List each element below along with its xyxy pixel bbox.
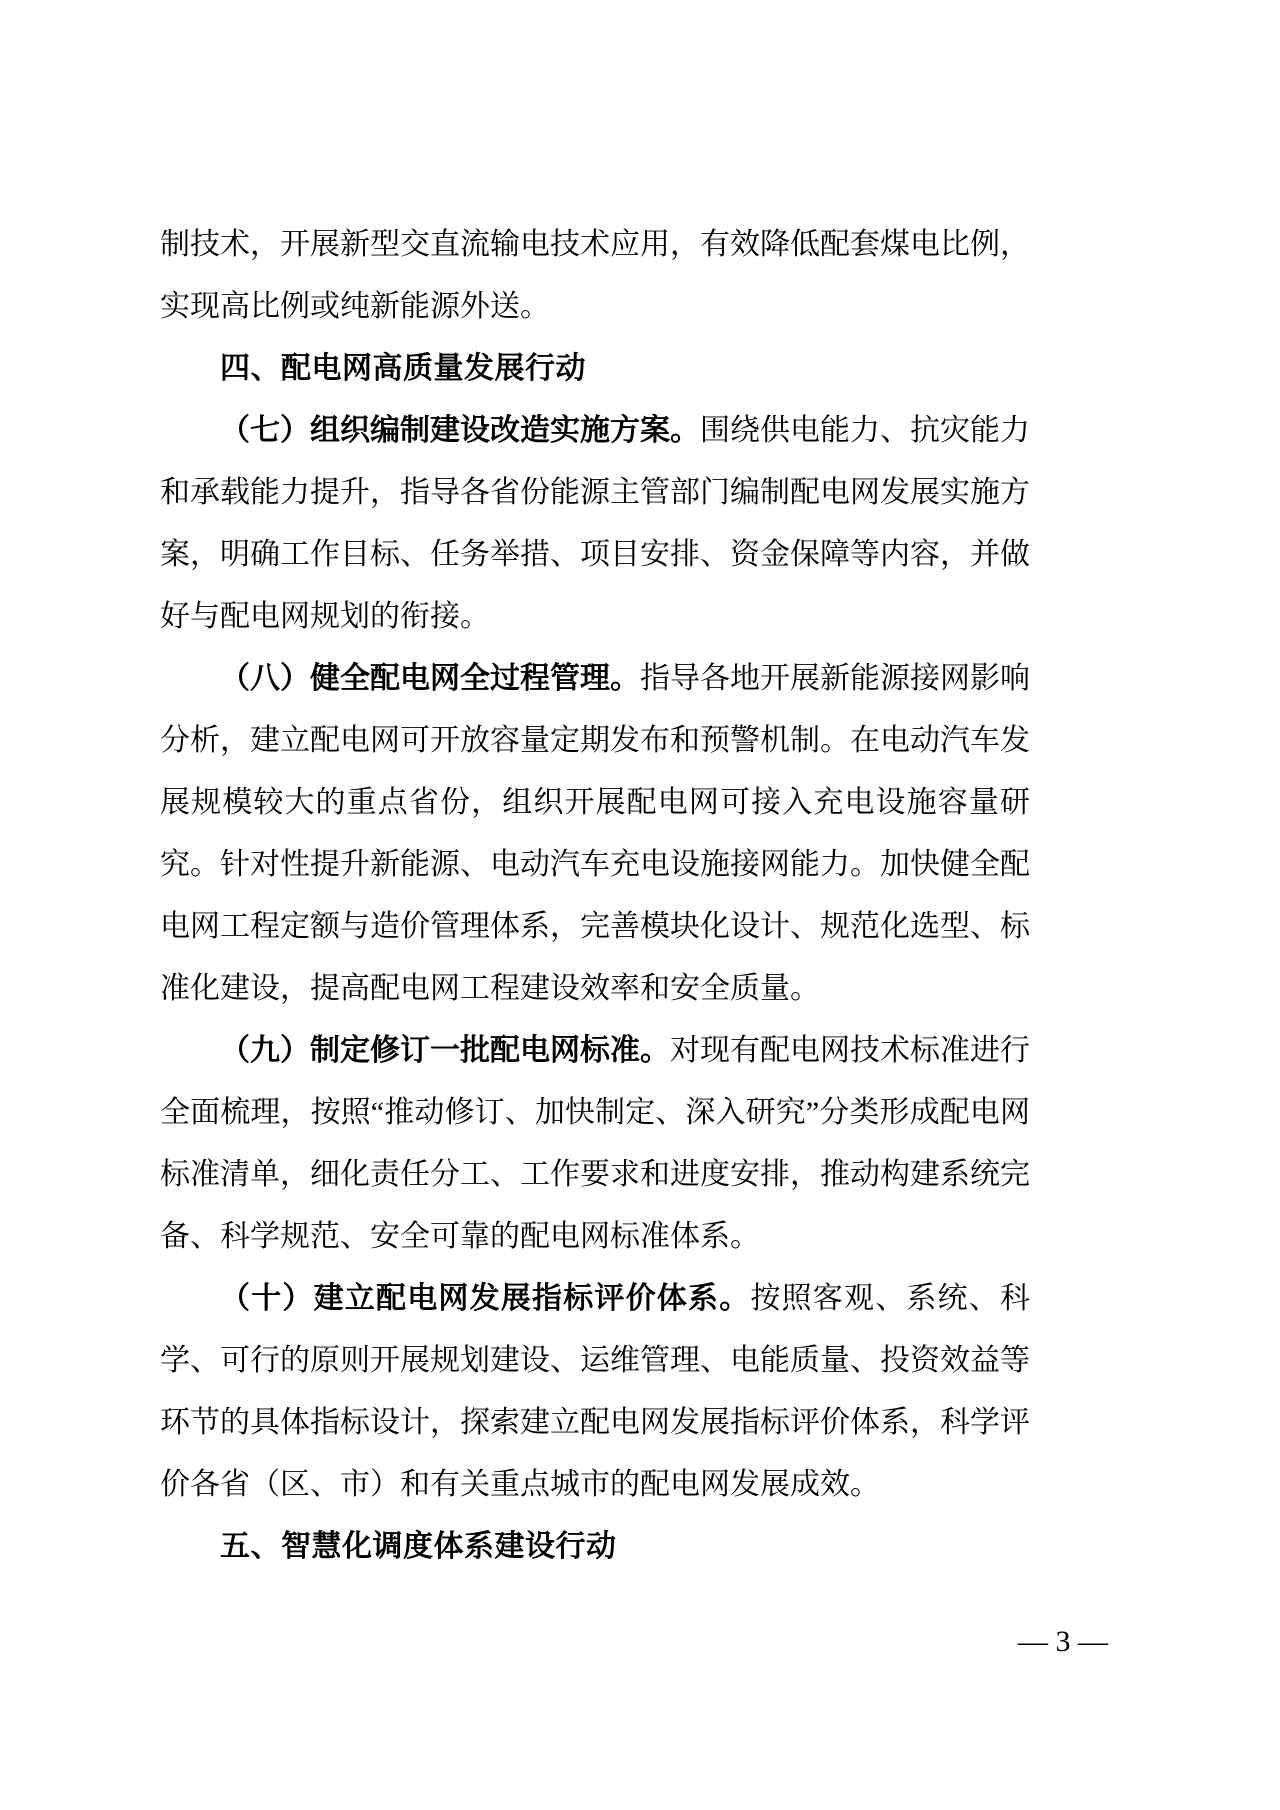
document-body: [160, 214, 1030, 1578]
section-heading-5: 五、智慧化调度体系建设行动: [220, 1530, 617, 1563]
paragraph-10-body: 按照客观、系统、科学、可行的原则开展规划建设、运维管理、电能质量、投资效益等环节的具体指标设计，探索建立配电网发展指标评价体系，科学评价各省（区、市）和有关重点城市的配电网发展成效。: [160, 1282, 1031, 1501]
paragraph-7-body: 围绕供电能力、抗灾能力和承载能力提升，指导各省份能源主管部门编制配电网发展实施方案，明确工作目标、任务举措、项目安排、资金保障等内容，并做好与配电网规划的衔接。: [160, 414, 1030, 633]
paragraph-10: [160, 1268, 1030, 1516]
paragraph-8-body: 指导各地开展新能源接网影响分析，建立配电网可开放容量定期发布和预警机制。在电动汽车发展规模较大的重点省份，组织开展配电网可接入充电设施容量研究。针对性提升新能源、电动汽车充电设施接网能力。加快健全配电网工程定额与造价管理体系，完善模块化设计、规范化选型、标准化建设，提高配电网工程建设效率和安全质量。: [160, 662, 1030, 1005]
continuation-paragraph: 制技术，开展新型交直流输电技术应用，有效降低配套煤电比例，实现高比例或纯新能源外送。: [160, 228, 1030, 323]
paragraph-9-lead: （九）制定修订一批配电网标准。: [220, 1034, 670, 1067]
paragraph-8: [160, 648, 1030, 1020]
paragraph-10-lead: （十）建立配电网发展指标评价体系。: [220, 1282, 751, 1315]
section-heading-4: 四、配电网高质量发展行动: [220, 352, 586, 385]
paragraph-9-body: 对现有配电网技术标准进行全面梳理，按照“推动修订、加快制定、深入研究”分类形成配电网标准清单，细化责任分工、工作要求和进度安排，推动构建系统完备、科学规范、安全可靠的配电网标准体系。: [160, 1034, 1030, 1253]
paragraph-7-lead: （七）组织编制建设改造实施方案。: [220, 414, 700, 447]
paragraph-7: [160, 400, 1030, 648]
paragraph-8-lead: （八）健全配电网全过程管理。: [220, 662, 640, 695]
paragraph-9: [160, 1020, 1030, 1268]
page-number: — 3 —: [1018, 1625, 1108, 1658]
